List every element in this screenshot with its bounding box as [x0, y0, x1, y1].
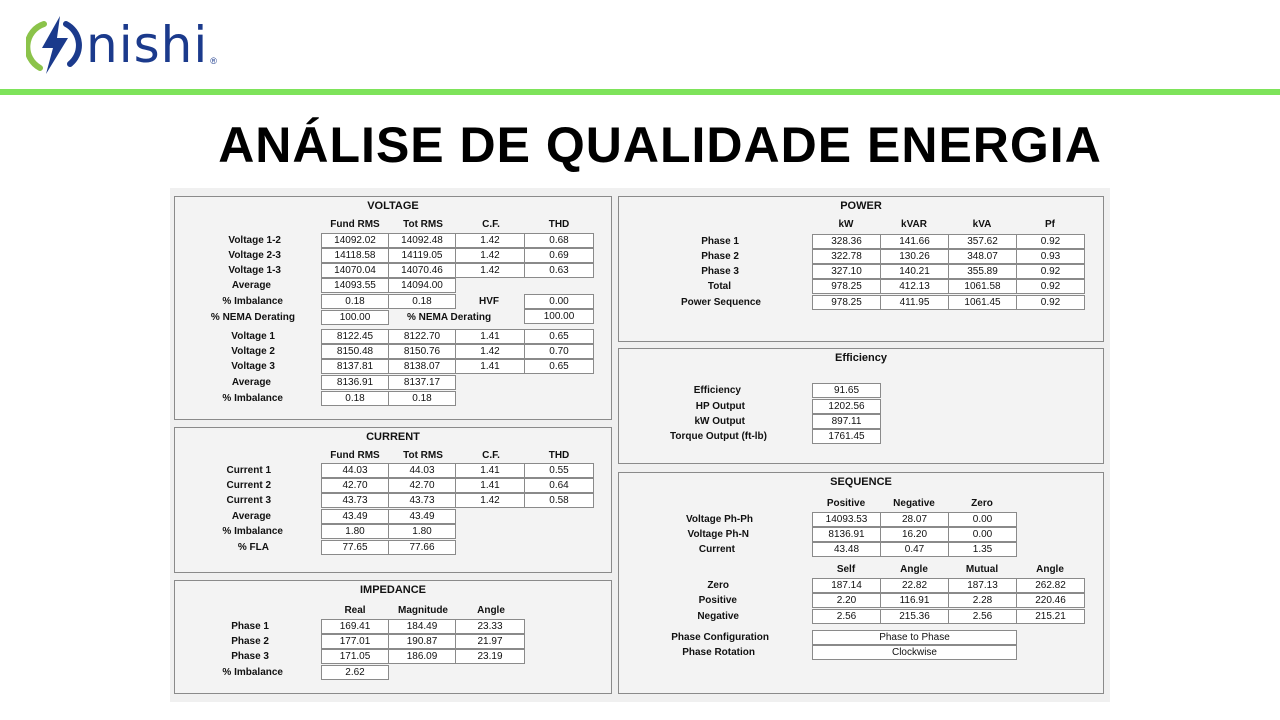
voltage-average-label: Average: [231, 280, 271, 291]
voltage-phase-cell: 8137.81: [321, 359, 389, 374]
efficiency-cell: 897.11: [812, 414, 881, 429]
voltage-cell: 14118.58: [321, 248, 389, 263]
voltage-phase-cell: 8138.07: [388, 359, 456, 374]
sequence-row-label: Voltage Ph-N: [687, 529, 749, 540]
impedance-header-real: Real: [344, 605, 366, 616]
power-header-kva: kVA: [972, 219, 992, 230]
impedance-cell: 177.01: [321, 634, 389, 649]
impedance-title: IMPEDANCE: [359, 584, 426, 596]
voltage-phase-cell: 1.41: [455, 359, 525, 374]
power-row-label: Phase 2: [701, 251, 739, 262]
sequence-header-zero: Zero: [971, 498, 993, 509]
sequence-cell: 14093.53: [812, 512, 881, 527]
power-title: POWER: [840, 200, 882, 212]
voltage-cell: 0.63: [524, 263, 594, 278]
power-cell: 0.92: [1016, 295, 1085, 310]
sequence-cell: 28.07: [880, 512, 949, 527]
power-cell: 1061.58: [948, 279, 1017, 294]
sequence-impedance-cell: 2.56: [948, 609, 1017, 624]
sequence-panel: [618, 472, 1104, 694]
current-panel: [174, 427, 612, 573]
header-divider: [0, 89, 1280, 95]
voltage-phase-imbalance-fund: 0.18: [321, 391, 389, 406]
sequence-impedance-label: Positive: [698, 595, 737, 606]
sequence-impedance-cell: 215.21: [1016, 609, 1085, 624]
power-cell: 978.25: [812, 279, 881, 294]
current-cell: 1.41: [455, 463, 525, 478]
current-title: CURRENT: [366, 431, 420, 443]
impedance-row-label: Phase 3: [231, 651, 269, 662]
current-header-thd: THD: [548, 450, 570, 461]
impedance-cell: 2.62: [321, 665, 389, 680]
voltage-cell: 0.69: [524, 248, 594, 263]
voltage-cell: 0.68: [524, 233, 594, 248]
sequence-header-angle: Angle: [900, 564, 928, 575]
hvf-label: HVF: [479, 296, 499, 307]
power-cell: 322.78: [812, 249, 881, 264]
power-cell: 1061.45: [948, 295, 1017, 310]
sequence-row-label: Current: [698, 544, 735, 555]
sequence-impedance-cell: 116.91: [880, 593, 949, 608]
current-header-fund-rms: Fund RMS: [330, 450, 380, 461]
voltage-phase-average-label: Average: [231, 377, 271, 388]
voltage-cell: 1.42: [455, 233, 525, 248]
current-cell: 0.64: [524, 478, 594, 493]
voltage-header-cf: C.F.: [482, 219, 500, 230]
impedance-cell: 171.05: [321, 649, 389, 664]
sequence-cell: 0.47: [880, 542, 949, 557]
power-cell: 130.26: [880, 249, 949, 264]
sequence-impedance-cell: 215.36: [880, 609, 949, 624]
power-quality-report: [170, 188, 1110, 702]
sequence-header-negative: Negative: [893, 498, 935, 509]
voltage-cell: 1.42: [455, 263, 525, 278]
current-imbalance-label: % Imbalance: [222, 526, 283, 537]
efficiency-cell: 91.65: [812, 383, 881, 398]
current-header-cf: C.F.: [482, 450, 500, 461]
voltage-header-tot-rms: Tot RMS: [403, 219, 443, 230]
sequence-cell: 8136.91: [812, 527, 881, 542]
impedance-panel: [174, 580, 612, 694]
sequence-cell: 0.00: [948, 512, 1017, 527]
current-cell: 43.73: [388, 493, 456, 508]
current-cell: 44.03: [388, 463, 456, 478]
impedance-header-angle: Angle: [477, 605, 505, 616]
voltage-header-fund-rms: Fund RMS: [330, 219, 380, 230]
power-cell: 0.92: [1016, 279, 1085, 294]
voltage-phase-label: Voltage 1: [231, 331, 275, 342]
current-cell: 42.70: [321, 478, 389, 493]
current-cell: 43.73: [321, 493, 389, 508]
power-cell: 0.92: [1016, 264, 1085, 279]
voltage-phase-cell: 0.65: [524, 359, 594, 374]
phase-configuration-label: Phase Configuration: [671, 632, 769, 643]
sequence-impedance-cell: 2.28: [948, 593, 1017, 608]
power-row-label: Phase 1: [701, 236, 739, 247]
sequence-header-positive: Positive: [826, 498, 866, 509]
phase-rotation-value: Clockwise: [812, 645, 1017, 660]
voltage-cell: 1.42: [455, 248, 525, 263]
sequence-title: SEQUENCE: [830, 476, 892, 488]
voltage-phase-label: Voltage 2: [231, 346, 275, 357]
voltage-imbalance-fund: 0.18: [321, 294, 389, 309]
voltage-phase-imbalance-label: % Imbalance: [222, 393, 283, 404]
voltage-phase-cell: 8150.48: [321, 344, 389, 359]
sequence-header-self: Self: [836, 564, 856, 575]
power-row-label: Total: [707, 281, 731, 292]
sequence-impedance-cell: 187.13: [948, 578, 1017, 593]
voltage-imbalance-label: % Imbalance: [222, 296, 283, 307]
voltage-cell: 14070.04: [321, 263, 389, 278]
power-panel: [618, 196, 1104, 342]
impedance-row-label: Phase 2: [231, 636, 269, 647]
sequence-impedance-cell: 2.56: [812, 609, 881, 624]
power-cell: 348.07: [948, 249, 1017, 264]
phase-rotation-label: Phase Rotation: [682, 647, 755, 658]
power-cell: 412.13: [880, 279, 949, 294]
sequence-cell: 1.35: [948, 542, 1017, 557]
current-cell: 1.41: [455, 478, 525, 493]
voltage-average-tot: 14094.00: [388, 278, 456, 293]
current-row-label: Current 3: [226, 495, 271, 506]
voltage-phase-cell: 0.70: [524, 344, 594, 359]
impedance-cell: 21.97: [455, 634, 525, 649]
voltage-phase-cell: 8122.45: [321, 329, 389, 344]
nema-derating-label-2: % NEMA Derating: [407, 312, 492, 323]
voltage-imbalance-tot: 0.18: [388, 294, 456, 309]
nema-derating-label: % NEMA Derating: [210, 312, 295, 323]
current-row-label: Current 1: [226, 465, 271, 476]
nema-derating-value: 100.00: [321, 310, 389, 325]
power-row-label: Phase 3: [701, 266, 739, 277]
power-cell: 141.66: [880, 234, 949, 249]
current-average-label: Average: [231, 511, 271, 522]
voltage-row-label: Voltage 1-3: [228, 265, 281, 276]
brand-logo: [26, 10, 217, 80]
impedance-cell: 190.87: [388, 634, 456, 649]
current-cell: 1.80: [321, 524, 389, 539]
efficiency-row-label: kW Output: [694, 416, 745, 427]
nema-derating-value-2: 100.00: [524, 309, 594, 324]
sequence-impedance-cell: 187.14: [812, 578, 881, 593]
current-cell: 44.03: [321, 463, 389, 478]
voltage-phase-cell: 1.42: [455, 344, 525, 359]
voltage-row-label: Voltage 2-3: [228, 250, 281, 261]
voltage-phase-average-fund: 8136.91: [321, 375, 389, 390]
current-cell: 1.42: [455, 493, 525, 508]
sequence-impedance-label: Negative: [697, 611, 739, 622]
power-header-kw: kW: [838, 219, 854, 230]
page-title: ANÁLISE DE QUALIDADE ENERGIA: [218, 117, 1102, 173]
efficiency-title: Efficiency: [835, 352, 887, 364]
sequence-impedance-cell: 22.82: [880, 578, 949, 593]
power-cell: 140.21: [880, 264, 949, 279]
sequence-impedance-label: Zero: [707, 580, 729, 591]
power-header-kvar: kVAR: [901, 219, 927, 230]
hvf-value: 0.00: [524, 294, 594, 309]
power-cell: 978.25: [812, 295, 881, 310]
impedance-cell: 184.49: [388, 619, 456, 634]
voltage-phase-cell: 8122.70: [388, 329, 456, 344]
voltage-cell: 14119.05: [388, 248, 456, 263]
current-cell: 77.66: [388, 540, 456, 555]
current-cell: 0.55: [524, 463, 594, 478]
voltage-phase-cell: 0.65: [524, 329, 594, 344]
sequence-cell: 0.00: [948, 527, 1017, 542]
voltage-phase-cell: 1.41: [455, 329, 525, 344]
impedance-header-magnitude: Magnitude: [398, 605, 448, 616]
power-cell: 355.89: [948, 264, 1017, 279]
efficiency-row-label: Efficiency: [693, 385, 741, 396]
sequence-impedance-cell: 2.20: [812, 593, 881, 608]
power-header-pf: Pf: [1045, 219, 1055, 230]
sequence-header-angle-2: Angle: [1036, 564, 1064, 575]
current-cell: 43.49: [388, 509, 456, 524]
impedance-row-label: Phase 1: [231, 621, 269, 632]
current-cell: 1.80: [388, 524, 456, 539]
power-cell: 327.10: [812, 264, 881, 279]
voltage-average-fund: 14093.55: [321, 278, 389, 293]
sequence-impedance-cell: 220.46: [1016, 593, 1085, 608]
voltage-header-thd: THD: [548, 219, 570, 230]
efficiency-cell: 1202.56: [812, 399, 881, 414]
voltage-phase-label: Voltage 3: [231, 361, 275, 372]
power-row-label: Power Sequence: [680, 297, 761, 308]
power-cell: 328.36: [812, 234, 881, 249]
impedance-cell: 23.19: [455, 649, 525, 664]
current-cell: 0.58: [524, 493, 594, 508]
efficiency-panel: [618, 348, 1104, 464]
power-cell: 0.93: [1016, 249, 1085, 264]
power-cell: 0.92: [1016, 234, 1085, 249]
voltage-cell: 14070.46: [388, 263, 456, 278]
voltage-panel: [174, 196, 612, 420]
brand-name: nishi: [86, 16, 209, 74]
current-row-label: Current 2: [226, 480, 271, 491]
sequence-header-mutual: Mutual: [965, 564, 999, 575]
current-fla-label: % FLA: [237, 542, 269, 553]
voltage-cell: 14092.48: [388, 233, 456, 248]
voltage-title: VOLTAGE: [367, 200, 419, 212]
efficiency-cell: 1761.45: [812, 429, 881, 444]
registered-mark: ®: [210, 56, 217, 66]
phase-configuration-value: Phase to Phase: [812, 630, 1017, 645]
efficiency-row-label: HP Output: [695, 401, 745, 412]
voltage-phase-imbalance-tot: 0.18: [388, 391, 456, 406]
voltage-phase-average-tot: 8137.17: [388, 375, 456, 390]
lightning-logo-icon: [26, 14, 82, 76]
current-cell: 77.65: [321, 540, 389, 555]
power-cell: 411.95: [880, 295, 949, 310]
current-cell: 43.49: [321, 509, 389, 524]
current-cell: 42.70: [388, 478, 456, 493]
impedance-imbalance-label: % Imbalance: [222, 667, 283, 678]
current-header-tot-rms: Tot RMS: [403, 450, 443, 461]
impedance-cell: 23.33: [455, 619, 525, 634]
power-cell: 357.62: [948, 234, 1017, 249]
impedance-cell: 169.41: [321, 619, 389, 634]
sequence-cell: 16.20: [880, 527, 949, 542]
impedance-cell: 186.09: [388, 649, 456, 664]
sequence-row-label: Voltage Ph-Ph: [685, 514, 753, 525]
sequence-cell: 43.48: [812, 542, 881, 557]
voltage-phase-cell: 8150.76: [388, 344, 456, 359]
sequence-impedance-cell: 262.82: [1016, 578, 1085, 593]
voltage-row-label: Voltage 1-2: [228, 235, 281, 246]
efficiency-row-label: Torque Output (ft-lb): [669, 431, 767, 442]
voltage-cell: 14092.02: [321, 233, 389, 248]
